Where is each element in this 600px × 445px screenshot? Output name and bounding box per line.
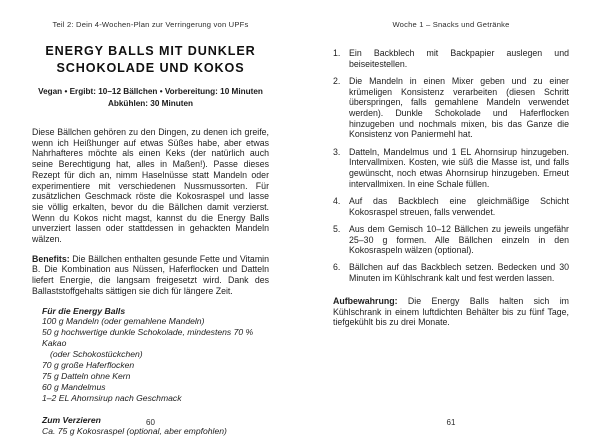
- recipe-meta-line1: Vegan • Ergibt: 10–12 Bällchen • Vorbereitung: 10 Minuten: [38, 87, 263, 96]
- ingredient-item: 100 g Mandeln (oder gemahlene Mandeln): [42, 316, 205, 327]
- step-item: [333, 262, 569, 283]
- step-text: Die Mandeln in einen Mixer geben und zu einer krümeligen Konsistenz verarbeiten (diesen Schritt überspringen, falls gemahlene Mandeln verwendet werden). Dunkle Schokolade und Haferflocken hinzugeben und nochmals mixen, bis das Ganze die Konsistenz von Paniermehl hat.: [349, 75, 569, 140]
- step-text: Ein Backblech mit Backpapier auslegen und beiseitestellen.: [349, 48, 569, 69]
- step-number: 3.: [333, 146, 341, 157]
- recipe-meta-line2: Abkühlen: 30 Minuten: [107, 99, 194, 108]
- step-item: [333, 76, 569, 140]
- step-text: Bällchen auf das Backblech setzen. Bedecken und 30 Minuten im Kühlschrank kalt und fest werden lassen.: [349, 262, 569, 284]
- ingredient-item: 75 g Datteln ohne Kern: [42, 370, 131, 381]
- step-text: Auf das Backblech eine gleichmäßige Schicht Kokosraspel streuen, falls verwendet.: [349, 195, 569, 217]
- recipe-meta: [32, 86, 269, 110]
- step-number: 2.: [333, 75, 341, 86]
- ingredient-item: (oder Schokostückchen): [50, 349, 143, 360]
- recipe-title-line1: ENERGY BALLS MIT DUNKLER: [45, 44, 256, 58]
- storage-text: Die Energy Balls halten sich im Kühlschrank in einem luftdichten Behälter bis zu fünf Tage, tiefgekühlt bis zu drei Monate.: [333, 295, 569, 328]
- storage-paragraph: [333, 296, 569, 328]
- step-text: Datteln, Mandelmus und 1 EL Ahornsirup hinzugeben. Intervallmixen. Kosten, wie süß die Masse ist, und falls gewünscht, noch etwas Ahornsirup hinzugeben. Erneut intervallmixen. In eine Schale füllen.: [349, 146, 569, 189]
- benefits-text: Die Bällchen enthalten gesunde Fette und Vitamin B. Die Kombination aus Nüssen, Haferflocken und Datteln liefert Energie, die langsam freigesetzt wird. Dank des Ballaststoffgehalts sättigen sie dich für längere Zeit.: [32, 253, 269, 296]
- ingredient-item: 1–2 EL Ahornsirup nach Geschmack: [42, 392, 182, 403]
- step-number: 4.: [333, 195, 341, 206]
- ingredient-item: 60 g Mandelmus: [42, 381, 106, 392]
- step-text: Aus dem Gemisch 10–12 Bällchen zu jeweils ungefähr 25–30 g formen. Alle Bällchen einzeln in den Kokosraspeln wälzen (optional).: [349, 223, 569, 256]
- ingredient-item: 50 g hochwertige dunkle Schokolade, mindestens 70 % Kakao: [42, 327, 254, 349]
- recipe-intro-paragraph: Diese Bällchen gehören zu den Dingen, zu denen ich greife, wenn ich Heißhunger auf etwas Süßes habe, aber etwas Nahrhafteres möchte als einen Keks (der natürlich auch seine Berechtigung hat, alles in Maßen!). Passe dieses Rezept für dich an, nimm Haselnüsse statt Mandeln oder experimentiere mit verschiedenen Nussmussorten. Für zusätzlichen Geschmack röste die Kokosraspel und lasse sie völlig erkalten, bevor du die Bällchen damit verzierst. Wenn du Kokos nicht magst, kannst du die Energy Balls unverziert lassen oder stattdessen in gehackten Mandeln wälzen.: [32, 127, 269, 245]
- running-head-left: Teil 2: Dein 4-Wochen-Plan zur Verringerung von UPFs: [52, 20, 249, 29]
- right-page: [333, 0, 569, 445]
- ingredients-list: [42, 306, 269, 437]
- step-item: [333, 147, 569, 190]
- instruction-steps: [333, 48, 569, 284]
- benefits-label: Benefits:: [32, 253, 70, 264]
- step-number: 5.: [333, 223, 341, 234]
- ingredients-heading-decorate: Zum Verzieren: [42, 414, 101, 425]
- running-head-right: Woche 1 – Snacks und Getränke: [392, 20, 510, 29]
- page-number-right: 61: [446, 418, 456, 427]
- recipe-title-line2: SCHOKOLADE UND KOKOS: [56, 61, 245, 75]
- ingredient-item: Ca. 75 g Kokosraspel (optional, aber empfohlen): [42, 425, 227, 436]
- ingredient-item: 70 g große Haferflocken: [42, 360, 135, 371]
- step-item: [333, 196, 569, 217]
- step-item: [333, 48, 569, 69]
- step-number: 1.: [333, 48, 341, 58]
- storage-label: Aufbewahrung:: [333, 295, 398, 306]
- step-number: 6.: [333, 262, 341, 273]
- page-number-left: 60: [146, 418, 155, 427]
- ingredients-heading-balls: Für die Energy Balls: [42, 305, 126, 316]
- recipe-title: [32, 43, 269, 77]
- left-page: [32, 0, 269, 445]
- step-item: [333, 224, 569, 256]
- benefits-paragraph: [32, 254, 269, 297]
